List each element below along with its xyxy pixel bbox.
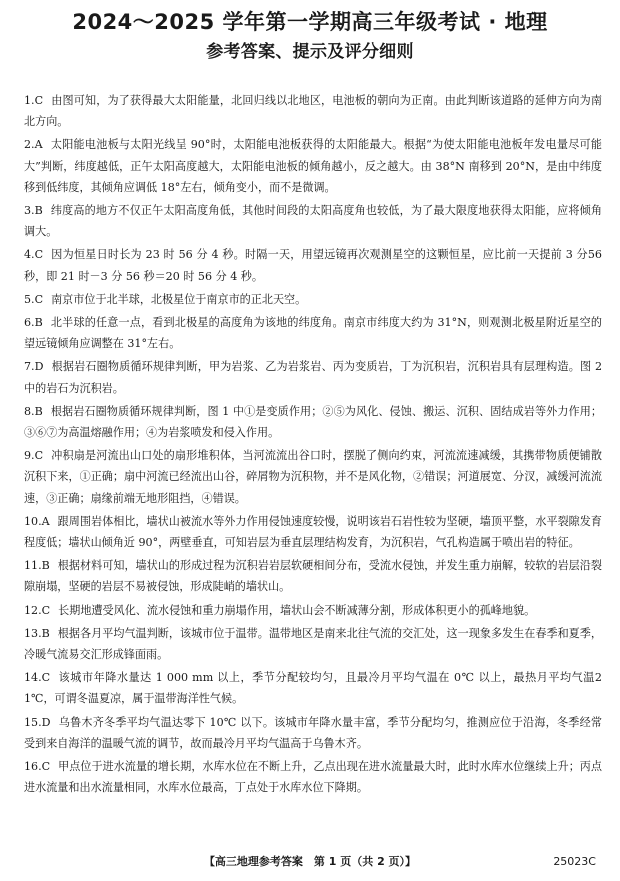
answer-number: 2.A [24,138,43,152]
answer-number: 12.C [24,603,51,617]
page-title: 2024～2025 学年第一学期高三年级考试 · 地理 [72,10,548,34]
answer-number: 11.B [24,559,50,573]
answer-number: 10.A [24,514,50,528]
answer-explanation: 根据岩石圈物质循环规律判断，图 1 中①是变质作用；②⑤为风化、侵蚀、搬运、沉积、固结成岩等外力作用；③⑥⑦为高温熔融作用；④为岩浆喷发和侵入作用。 [24,404,602,440]
answer-explanation: 乌鲁木齐冬季平均气温达零下 10℃ 以下。该城市年降水量丰富，季节分配均匀，推测应位于沿海，冬季经常受到来自海洋的温暖气流的调节，故而最冷月平均气温高于乌鲁木齐。 [24,715,602,750]
footer-page-label: 【高三地理参考答案 第 1 页（共 2 页）】 [203,855,417,868]
answer-item [24,134,602,198]
answer-explanation: 北半球的任意一点，看到北极星的高度角为该地的纬度角。南京市纬度大约为 31°N，则观测北极星附近星空的望远镜倾角应调整在 31°左右。 [24,316,602,351]
answer-number: 16.C [24,760,51,774]
answer-item [24,200,602,242]
answer-number: 9.C [24,449,44,463]
answer-number: 6.B [24,316,43,330]
answer-number: 4.C [24,248,44,262]
answer-number: 14.C [24,671,51,685]
answer-item [24,511,602,553]
answer-explanation: 跟周围岩体相比，墙状山被流水等外力作用侵蚀速度较慢，说明该岩石岩性较为坚硬，墙顶平整，水平裂隙发育程度低；墙状山倾角近 90°，两壁垂直，可知岩层为垂直层理结构发育，为沉积岩，气孔构造属于喷出岩的特征。 [24,514,602,550]
answer-item [24,356,602,398]
answer-explanation: 长期地遭受风化、流水侵蚀和重力崩塌作用，墙状山会不断减薄分割，形成体积更小的孤峰地貌。 [58,603,536,617]
answer-item [24,600,602,621]
footer-paper-code: 25023C [553,855,596,868]
answer-item [24,555,602,597]
answer-explanation: 该城市年降水量达 1 000 mm 以上，季节分配较均匀，且最冷月平均气温在 0℃ 以上，最热月平均气温21℃，可谓冬温夏凉，属于温带海洋性气候。 [24,671,602,706]
answer-explanation: 根据各月平均气温判断，该城市位于温带。温带地区是南来北往气流的交汇处，这一现象多发生在春季和夏季，冷暖气流易交汇形成锋面雨。 [24,626,602,662]
answer-item [24,667,602,709]
answer-explanation: 冲积扇是河流出山口处的扇形堆积体，当河流流出谷口时，摆脱了侧向约束，河流流速减缓，其携带物质便铺散沉积下来，①正确；扇中河流已经流出山谷，碎屑物为沉积物，并不是风化物，②错误；河道展宽、分汊，减缓河流流速，③正确；扇缘前端无地形阻挡，④错误。 [24,449,602,505]
answer-explanation: 由图可知，为了获得最大太阳能量，北回归线以北地区，电池板的朝向为正南。由此判断该道路的延伸方向为南北方向。 [24,94,602,129]
answer-explanation: 纬度高的地方不仅正午太阳高度角低，其他时间段的太阳高度角也较低，为了最大限度地获得太阳能，应将倾角调大。 [24,204,602,239]
answer-item [24,756,602,798]
answer-number: 15.D [24,715,51,729]
answer-item [24,90,602,132]
answer-number: 1.C [24,94,44,107]
answer-explanation: 南京市位于北半球，北极星位于南京市的正北天空。 [51,292,307,306]
answer-number: 7.D [24,360,44,374]
answer-item [24,244,602,286]
answer-number: 5.C [24,292,44,306]
answer-explanation: 根据岩石圈物质循环规律判断，甲为岩浆、乙为岩浆岩、丙为变质岩，丁为沉积岩，沉积岩具有层理构造。图 2 中的岩石为沉积岩。 [24,360,602,395]
answer-list [24,90,602,801]
answer-explanation: 根据材料可知，墙状山的形成过程为沉积岩岩层软硬相间分布，受流水侵蚀，并发生重力崩解，较软的岩层沿裂隙崩塌，坚硬的岩层不易被侵蚀，形成陡峭的墙状山。 [24,559,602,594]
answer-item [24,312,602,354]
answer-explanation: 因为恒星日时长为 23 时 56 分 4 秒。时隔一天，用望远镜再次观测星空的这颗恒星，应比前一天提前 3 分56 秒，即 21 时－3 分 56 秒＝20 时 56 分 4 秒。 [24,248,602,283]
answer-number: 3.B [24,204,43,218]
answer-item [24,289,602,310]
answer-explanation: 太阳能电池板与太阳光线呈 90°时，太阳能电池板获得的太阳能最大。根据“为使太阳能电池板年发电量尽可能大”判断，纬度越低，正午太阳高度越大，太阳能电池板的倾角越小，反之越大。由 38°N 南移到 20°N，是由中纬度移到低纬度，其倾角应调低 18°左右，倾角变小，而不是微调。 [24,138,602,194]
answer-number: 8.B [24,404,43,418]
answer-item [24,401,602,443]
page-footer [0,853,620,871]
answer-item [24,712,602,754]
answer-number: 13.B [24,626,50,640]
page-subtitle: 参考答案、提示及评分细则 [206,42,414,62]
answer-item [24,623,602,665]
answer-explanation: 甲点位于进水流量的增长期，水库水位在不断上升，乙点出现在进水流量最大时，此时水库水位继续上升；丙点进水流量和出水流量相同，水库水位最高，丁点处于水库水位下降期。 [24,760,602,795]
answer-item [24,445,602,509]
